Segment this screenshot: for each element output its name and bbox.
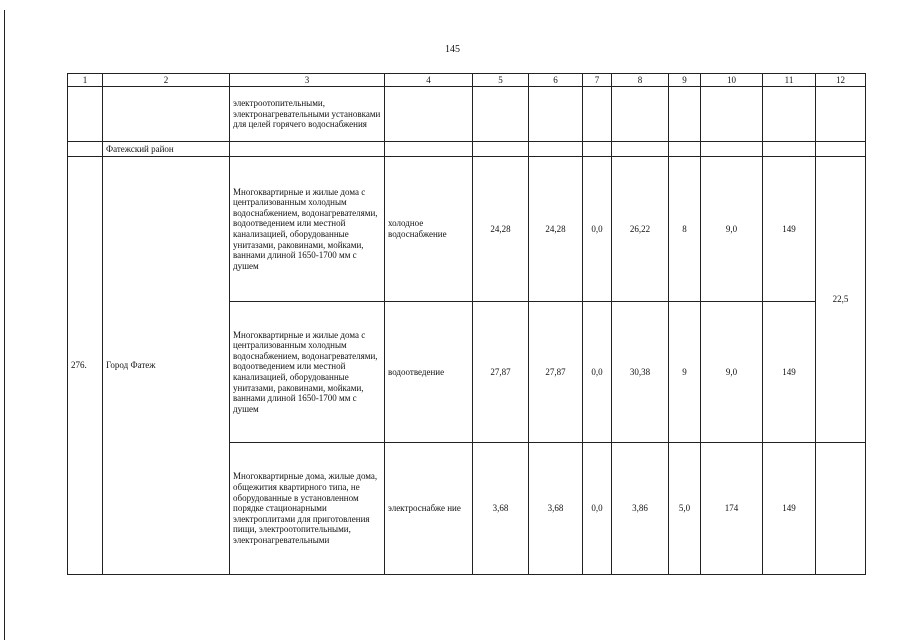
table-row-continued [68, 87, 866, 142]
column-number: 10 [701, 74, 763, 87]
value-col11: 149 [763, 443, 816, 575]
value-col5: 24,28 [473, 157, 529, 302]
value-col6: 27,87 [529, 302, 583, 443]
value-col7: 0,0 [583, 157, 612, 302]
locality-name: Город Фатеж [103, 157, 230, 575]
table-row [68, 157, 866, 302]
value-col11: 149 [763, 157, 816, 302]
category-description: электроотопительными, электронагревательными установками для целей горячего водоснабжения [230, 87, 385, 142]
table-cell [385, 142, 473, 157]
left-margin-rule [4, 10, 5, 640]
column-number: 7 [583, 74, 612, 87]
service-type: водоотведение [385, 302, 473, 443]
value-col9: 9 [669, 302, 701, 443]
column-number: 2 [103, 74, 230, 87]
value-col5: 3,68 [473, 443, 529, 575]
value-col8: 3,86 [612, 443, 669, 575]
column-number: 8 [612, 74, 669, 87]
table-cell [68, 87, 103, 142]
column-number: 1 [68, 74, 103, 87]
value-col11: 149 [763, 302, 816, 443]
table-cell [816, 443, 866, 575]
column-number: 11 [763, 74, 816, 87]
value-col7: 0,0 [583, 443, 612, 575]
entry-number: 276. [68, 157, 103, 575]
table-cell [763, 142, 816, 157]
value-col10: 9,0 [701, 302, 763, 443]
value-col5: 27,87 [473, 302, 529, 443]
table-cell [230, 142, 385, 157]
table-cell [669, 87, 701, 142]
district-name: Фатежский район [103, 142, 230, 157]
table-cell [669, 142, 701, 157]
column-number: 6 [529, 74, 583, 87]
column-number: 3 [230, 74, 385, 87]
service-type: электроснабже ние [385, 443, 473, 575]
column-number: 12 [816, 74, 866, 87]
value-col7: 0,0 [583, 302, 612, 443]
page-number: 145 [445, 44, 460, 55]
table-cell [529, 142, 583, 157]
table-cell [816, 142, 866, 157]
category-description: Многоквартирные и жилые дома с централизованным холодным водоснабжением, водонагревателями, водоотведением или местной канализацией, оборудованные унитазами, раковинами, мойками, ваннами длиной 1650-1700 мм с душем [230, 302, 385, 443]
table-cell [701, 87, 763, 142]
category-description: Многоквартирные дома, жилые дома, общежития квартирного типа, не оборудованные в установленном порядке стационарными электроплитами для приготовления пищи, электроотопительными, электронагревательными [230, 443, 385, 575]
table-cell [68, 142, 103, 157]
value-col9: 8 [669, 157, 701, 302]
tariff-table [67, 73, 866, 575]
value-col9: 5,0 [669, 443, 701, 575]
table-cell [583, 87, 612, 142]
table-cell [763, 87, 816, 142]
table-cell [529, 87, 583, 142]
table-cell [701, 142, 763, 157]
column-number-row [68, 74, 866, 87]
value-col10: 9,0 [701, 157, 763, 302]
value-col10: 174 [701, 443, 763, 575]
column-number: 5 [473, 74, 529, 87]
column-number: 9 [669, 74, 701, 87]
table-cell [103, 87, 230, 142]
value-col6: 24,28 [529, 157, 583, 302]
value-col8: 30,38 [612, 302, 669, 443]
value-col12: 22,5 [816, 157, 866, 443]
category-description: Многоквартирные и жилые дома с централизованным холодным водоснабжением, водонагревателями, водоотведением или местной канализацией, оборудованные унитазами, раковинами, мойками, ваннами длиной 1650-1700 мм с душем [230, 157, 385, 302]
table-cell [583, 142, 612, 157]
table-cell [612, 142, 669, 157]
value-col6: 3,68 [529, 443, 583, 575]
table-cell [473, 142, 529, 157]
value-col8: 26,22 [612, 157, 669, 302]
table-row-district [68, 142, 866, 157]
table-cell [612, 87, 669, 142]
service-type: холодное водоснабжение [385, 157, 473, 302]
table-cell [816, 87, 866, 142]
table-cell [385, 87, 473, 142]
column-number: 4 [385, 74, 473, 87]
table-cell [473, 87, 529, 142]
